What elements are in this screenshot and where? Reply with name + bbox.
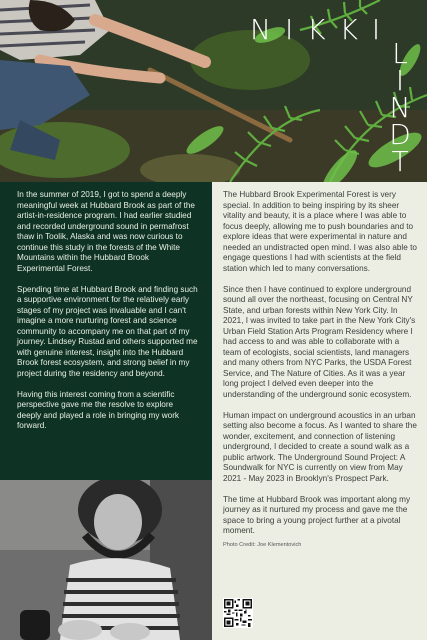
name-side-letter: T	[391, 145, 409, 178]
artist-name-vertical	[381, 37, 419, 180]
name-side-letter: L	[392, 37, 408, 70]
right-paragraph-3: Human impact on underground acoustics in an urban setting also become a focus. As I wanted to share the wonder, excitement, and connection of listening underground, I decided to create a sound walk as a public artwork. The Underground Sound Project: A Soundwalk for NYC is currently on view from May 2021 - May 2023 in Brooklyn's Prospect Park.	[223, 410, 417, 483]
artist-portrait-photo	[0, 480, 212, 640]
right-paragraph-4: The time at Hubbard Brook was important along my journey as it nurtured my process and gave me the space to bring a young project further at a pivotal moment.	[223, 494, 411, 535]
name-side-letter: N	[389, 91, 411, 124]
artist-name-horizontal	[250, 10, 400, 50]
name-side-letter: D	[389, 118, 411, 151]
right-paragraph-1: The Hubbard Brook Experimental Forest is very special. In addition to being inspiring by its sheer vitality and beauty, it is a place where I was able to focus deeply, allowing me to push boundaries and to explore ideas that were experimental in nature and needed an undistracted open mind. I was also able to engage questions I had with scientists at the field station which led to many conversations.	[223, 190, 417, 273]
name-side-letter: I	[395, 64, 405, 97]
name-top-text: NIKKI	[250, 13, 395, 46]
photo-credit: Photo Credit: Joe Klementovich	[223, 542, 302, 548]
qr-code[interactable]	[223, 598, 253, 628]
left-text-panel	[0, 182, 212, 480]
hero-photo	[0, 0, 427, 182]
left-paragraph-3: Having this interest coming from a scientific perspective gave me the resolve to explore deeply and played a role in bringing my work forward.	[17, 389, 180, 430]
right-text-panel	[212, 182, 427, 640]
qr-code-icon	[224, 599, 252, 627]
left-paragraph-2: Spending time at Hubbard Brook and finding such a supportive environment for the relatively early stages of my project was invaluable and I can't imagine a more nurturing forest and science community to accompany me on that part of my journey. Lindsey Rustad and others supported me with genuine interest, insight into the Hubbard Brook forest ecosystem, and strong belief in my project during the residency and beyond.	[17, 284, 198, 378]
right-paragraph-2: Since then I have continued to explore underground sound all over the northeast, focusing on Central NY State, and urban forests within New York City. In 2021, I was invited to take part in the New York City's Urban Field Station Arts Program Residency where I had access to and was able to collaborate with a team of ecologists, social scientists, land managers and many others from NYC Parks, the USDA Forest Service, and The Nature of Cities. As it was a year long project I delved even deeper into the understanding of the underground sonic ecosystem.	[223, 284, 416, 399]
portrait-illustration	[0, 480, 212, 640]
left-paragraph-1: In the summer of 2019, I got to spend a deeply meaningful week at Hubbard Brook as part of the artist-in-residence program. I had earlier studied and recorded underground sound in permafrost thaw in Toolik, Alaska and was now curious to continue this study in the forests of the White Mountains within the Hubbard Brook Experimental Forest.	[17, 190, 195, 273]
